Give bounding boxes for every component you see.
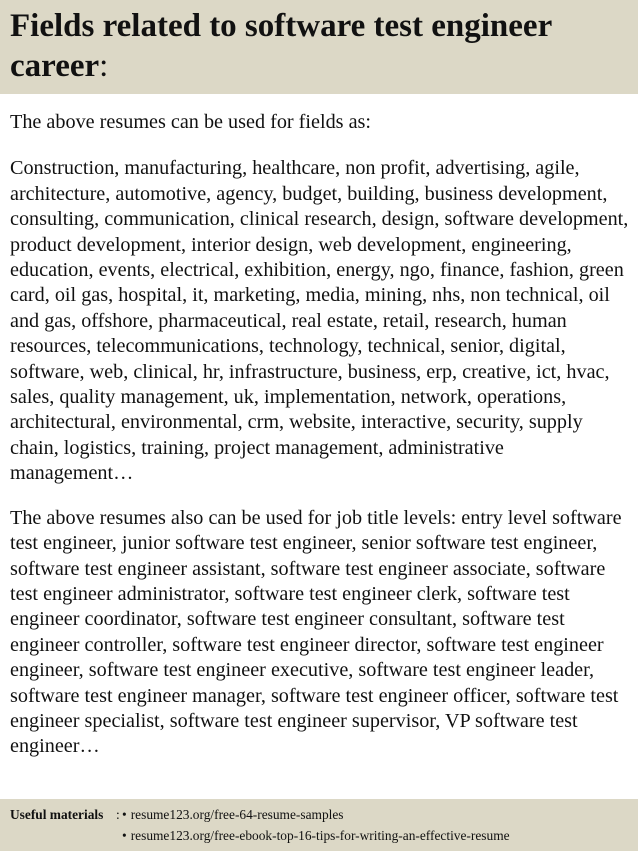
resource-link-text[interactable]: resume123.org/free-64-resume-samples bbox=[130, 807, 344, 822]
page-title-text: Fields related to software test engineer career bbox=[10, 8, 552, 84]
job-levels-text: The above resumes also can be used for job title levels: entry level software test engineer, junior software test engineer, senior software test engineer, software test engineer assistant, software test engineer associate, software test engineer administrator, software test engineer clerk, software test engineer coordinator, software test engineer consultant, software test engineer controller, software test engineer director, software test engineer engineer, software test engineer executive, software test engineer leader, software test engineer manager, software test engineer officer, software test engineer specialist, software test engineer supervisor, VP software test engineer… bbox=[10, 506, 622, 758]
bullet-icon: • bbox=[122, 807, 127, 822]
resource-link-text[interactable]: resume123.org/free-ebook-top-16-tips-for-writing-an-effective-resume bbox=[130, 828, 510, 843]
content-body bbox=[10, 110, 632, 760]
fields-list: Construction, manufacturing, healthcare, non profit, advertising, agile, architecture, automotive, agency, budget, building, business development, consulting, communication, clinical research, design, software development, product development, interior design, web development, engineering, education, events, electrical, exhibition, energy, ngo, finance, fashion, green card, oil gas, hospital, it, marketing, media, mining, nhs, non technical, oil and gas, offshore, pharmaceutical, real estate, retail, research, human resources, telecommunications, technology, technical, senior, digital, software, web, clinical, hr, infrastructure, business, erp, creative, ict, hvac, sales, quality management, uk, implementation, network, operations, architectural, environmental, crm, website, interactive, security, supply chain, logistics, training, project management, administrative management… bbox=[10, 157, 629, 485]
page-title bbox=[10, 6, 630, 86]
intro-text: The above resumes can be used for fields as: bbox=[10, 111, 371, 133]
resource-link-1[interactable] bbox=[122, 807, 344, 823]
bullet-icon: • bbox=[122, 828, 127, 843]
useful-materials-label: Useful materials bbox=[10, 807, 104, 822]
useful-materials-colon: : bbox=[116, 807, 120, 822]
resource-link-2[interactable] bbox=[122, 828, 510, 844]
page-title-colon: : bbox=[99, 48, 109, 84]
